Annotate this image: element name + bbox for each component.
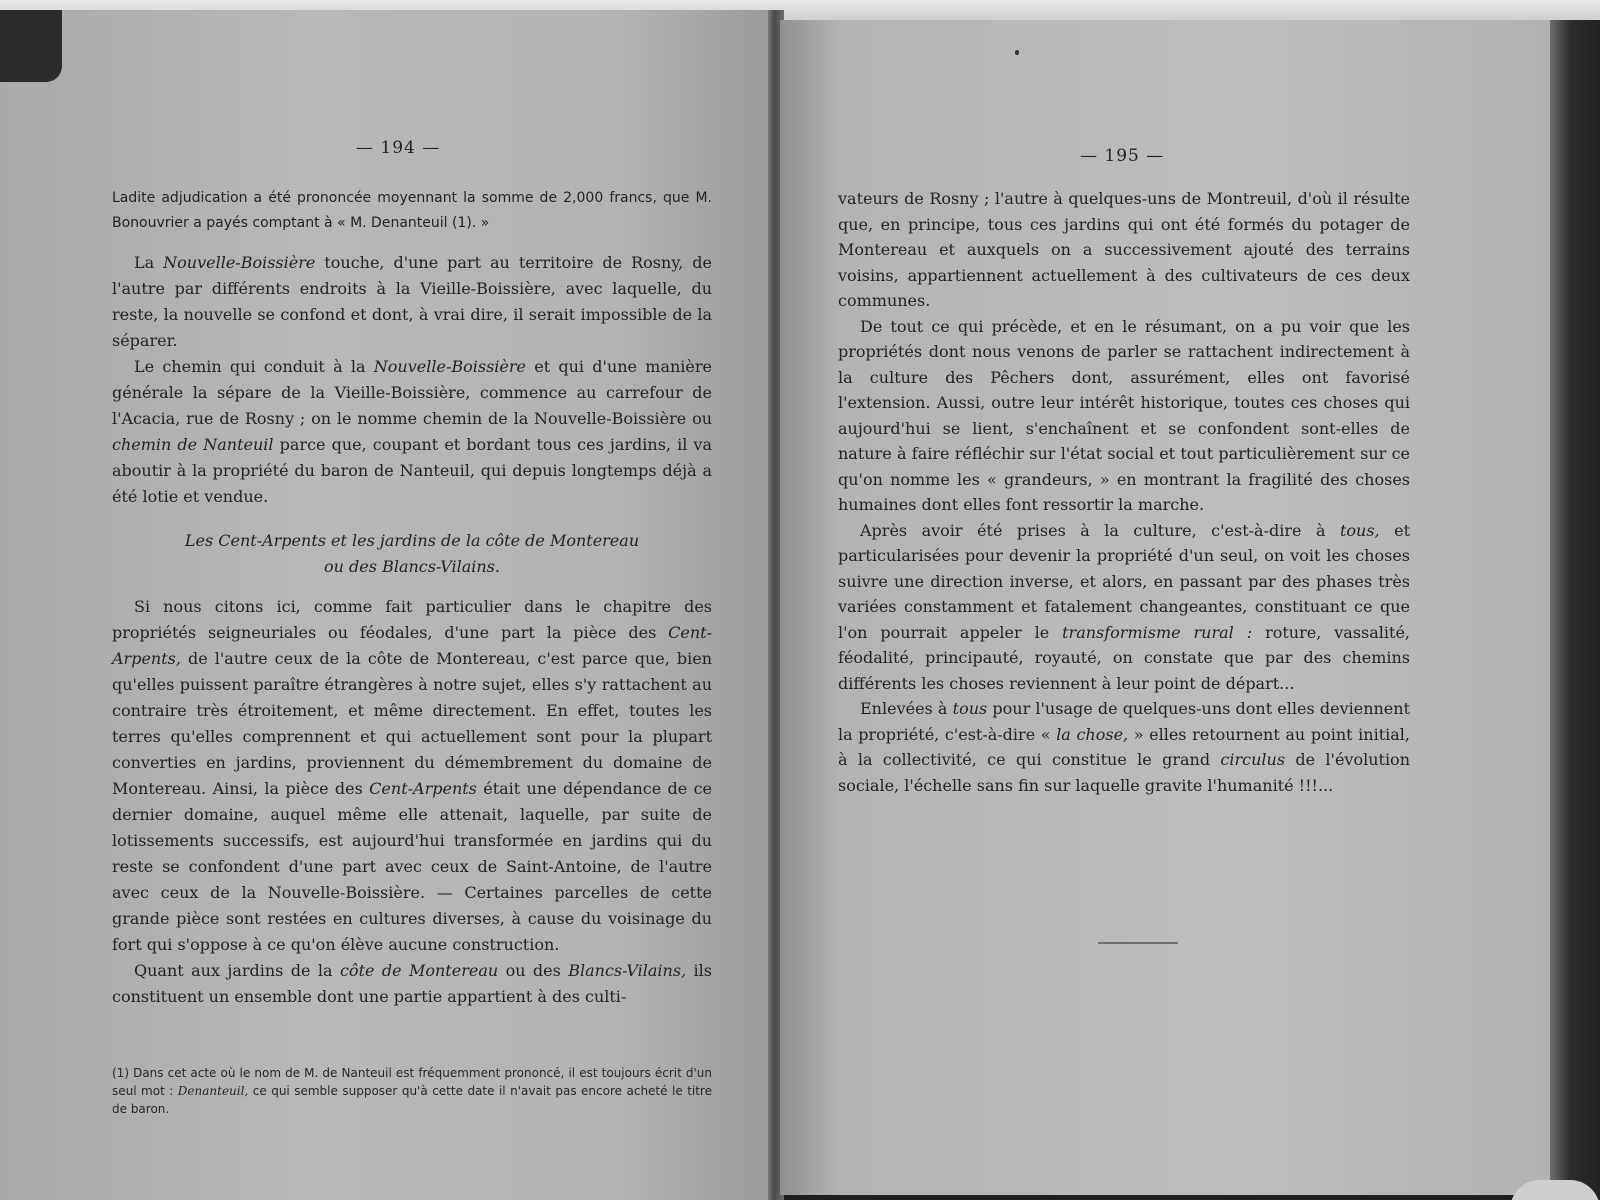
paragraph <box>838 186 1410 314</box>
text-run: Si nous citons ici, comme fait particulier dans le chapitre des propriétés seigneuriales ou féodales, d'une part la pièce des <box>112 597 712 642</box>
right-page-body <box>838 186 1410 798</box>
paragraph <box>112 958 712 1010</box>
paragraph <box>112 354 712 510</box>
text-run: touche, d'une part au territoire de Rosny, de l'autre par différents endroits à la Vieille-Boissière, avec laquelle, du reste, la nouvelle se confond et dont, à vrai dire, il serait impossible de la séparer. <box>112 253 713 350</box>
end-rule <box>1098 942 1178 944</box>
text-run: La <box>134 253 164 272</box>
book-edge <box>1550 20 1600 1200</box>
italic-text-run: Blancs-Vilains, <box>568 961 687 980</box>
text-run: Le chemin qui conduit à la <box>134 357 374 376</box>
page-number-left: — 194 — <box>356 138 441 158</box>
italic-text-run: chemin de Nanteuil <box>112 435 274 454</box>
paragraph <box>838 314 1410 518</box>
italic-text-run: côte de Montereau <box>339 961 499 980</box>
text-run: » elles retournent au point initial, à la collectivité, ce qui constitue le grand <box>838 724 1411 769</box>
text-run: De tout ce qui précède, et en le résumant, on a pu voir que les propriétés dont nous venons de parler se rattachent indirectement à la culture des Pêchers dont, assurément, elles ont favorisé l'extension. Aussi, outre leur intérêt historique, toutes ces choses qui aujourd'hui se lient, s'enchaînent et se confondent sont-elles de nature à faire réfléchir sur l'état social et tout particulièrement sur ce qu'on nomme les « grandeurs, » en montrant la fragilité des choses humaines dont elles font ressortir la marche. <box>838 316 1410 514</box>
italic-text-run: tous <box>952 699 988 718</box>
left-page <box>0 10 775 1200</box>
text-run: ils constituent un ensemble dont une partie appartient à des culti- <box>112 961 713 1006</box>
section-heading <box>112 528 712 580</box>
text-run: de l'évolution sociale, l'échelle sans fin sur laquelle gravite l'humanité !!!... <box>838 750 1410 795</box>
left-page-body <box>112 186 712 1010</box>
paragraph <box>112 594 712 958</box>
italic-text-run: transformisme rural : <box>1062 622 1253 642</box>
text-run: roture, vassalité, féodalité, principauté, royauté, on constate que par des chemins différents les choses reviennent à leur point de départ... <box>838 622 1410 693</box>
text-run: était une dépendance de ce dernier domaine, auquel même elle attenait, laquelle, par suite de lotissements successifs, est aujourd'hui transformée en jardins qui du reste se confondent d'une part avec ceux de Saint-Antoine, de l'autre avec ceux de la Nouvelle-Boissière. — Certaines parcelles de cette grande pièce sont restées en cultures diverses, à cause du voisinage du fort qui s'oppose à ce qu'on élève aucune construction. <box>112 779 713 954</box>
italic-text-run: la chose, <box>1056 724 1129 744</box>
page-clip <box>0 10 62 82</box>
right-page <box>780 20 1550 1195</box>
text-run: pour l'usage de quelques-uns dont elles deviennent la propriété, c'est-à-dire « <box>838 699 1411 744</box>
paragraph <box>838 696 1410 798</box>
italic-text-run: circulus <box>1220 750 1286 769</box>
ink-speck <box>1015 50 1019 55</box>
section-heading-line1: Les Cent-Arpents et les jardins de la côte de Montereau <box>184 531 640 550</box>
footnote <box>112 1064 712 1118</box>
paragraph <box>112 186 712 236</box>
text-run: ce qui semble supposer qu'à cette date il n'avait pas encore acheté le titre de baron. <box>112 1084 712 1116</box>
text-run: et particularisées pour devenir la propriété d'un seul, on voit les choses suivre une direction inverse, et alors, en passant par des phases très variées constamment et fatalement changeantes, constituant ce que l'on pourrait appeler le <box>838 520 1410 642</box>
italic-text-run: tous, <box>1339 520 1380 540</box>
text-run: ou des <box>498 961 569 980</box>
paragraph <box>112 250 712 354</box>
text-run: Quant aux jardins de la <box>134 961 340 980</box>
text-run: vateurs de Rosny ; l'autre à quelques-uns de Montreuil, d'où il résulte que, en principe, tous ces jardins qui ont été formés du potager de Montereau et auxquels on a successivement ajouté des terrains voisins, appartiennent actuellement à des cultivateurs de ces deux communes. <box>838 189 1410 310</box>
italic-text-run: Cent-Arpents <box>369 779 477 798</box>
page-number-right: — 195 — <box>1080 146 1165 166</box>
text-run: et qui d'une manière générale la sépare de la Vieille-Boissière, commence au carrefour de l'Acacia, rue de Rosny ; on le nomme chemin de la Nouvelle-Boissière ou <box>112 357 712 428</box>
italic-text-run: Nouvelle-Boissière <box>163 253 316 272</box>
text-run: Après avoir été prises à la culture, c'est-à-dire à <box>860 520 1340 540</box>
text-run: Enlevées à <box>860 699 953 718</box>
italic-text-run: Nouvelle-Boissière <box>373 357 526 376</box>
italic-text-run: Cent-Arpents, <box>112 623 712 668</box>
text-run: (1) Dans cet acte où le nom de M. de Nanteuil est fréquemment prononcé, il est toujours écrit d'un seul mot : <box>112 1066 712 1098</box>
section-heading-line2: ou des Blancs-Vilains. <box>324 557 500 576</box>
text-run: Ladite adjudication a été prononcée moyennant la somme de 2,000 francs, que M. Bonouvrier a payés comptant à « M. Denanteuil (1). » <box>112 190 712 231</box>
text-run: de l'autre ceux de la côte de Montereau, c'est parce que, bien qu'elles puissent paraître étrangères à notre sujet, elles s'y rattachent au contraire très étroitement, et même directement. En effet, toutes les terres qu'elles comprennent et qui actuellement sont pour la plupart converties en jardins, proviennent du démembrement du domaine de Montereau. Ainsi, la pièce des <box>112 649 712 798</box>
text-run: parce que, coupant et bordant tous ces jardins, il va aboutir à la propriété du baron de Nanteuil, qui depuis longtemps déjà a été lotie et vendue. <box>112 435 712 506</box>
paragraph <box>838 518 1410 697</box>
italic-text-run: Denanteuil, <box>177 1084 249 1098</box>
